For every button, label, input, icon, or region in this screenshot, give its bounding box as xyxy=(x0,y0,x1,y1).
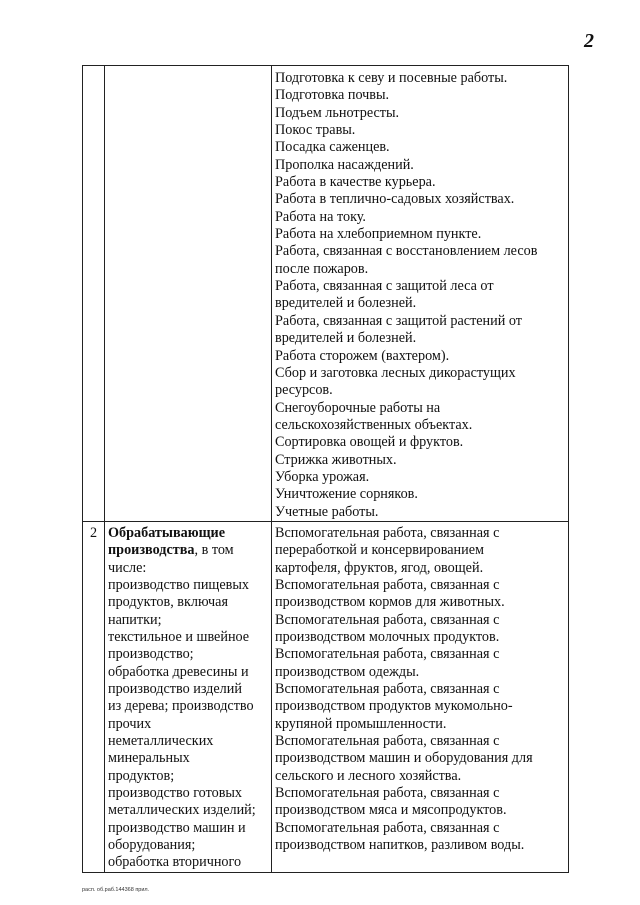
work-item xyxy=(275,105,565,122)
work-item-line: Вспомогательная работа, связанная с xyxy=(275,646,500,663)
work-item-line: Работа сторожем (вахтером). xyxy=(275,347,450,364)
work-item-line: Работа в теплично-садовых хозяйствах. xyxy=(275,191,515,208)
category-line: текстильное и швейное xyxy=(108,629,250,645)
category-title: производства xyxy=(108,542,195,559)
page-number: 2 xyxy=(584,30,594,52)
work-item xyxy=(275,681,565,733)
work-item xyxy=(275,313,565,348)
category-line: обработка вторичного xyxy=(108,854,242,871)
work-item-line: производством кормов для животных. xyxy=(275,594,505,611)
works-table xyxy=(82,65,569,873)
work-item xyxy=(275,348,565,365)
work-item-line: Сбор и заготовка лесных дикорастущих xyxy=(275,364,516,381)
work-item-line: Работа, связанная с восстановлением лесов xyxy=(275,243,538,260)
work-item-line: производством продуктов мукомольно- xyxy=(275,698,513,715)
work-item-line: Работа на хлебоприемном пункте. xyxy=(275,226,482,243)
row-number-cell xyxy=(83,66,105,522)
works-cell xyxy=(272,521,569,872)
work-item xyxy=(275,733,565,785)
category-line: оборудования; xyxy=(108,837,196,854)
work-item-line: производством напитков, разливом воды. xyxy=(275,837,525,854)
category-suffix: , в том xyxy=(194,542,234,559)
work-item xyxy=(275,191,565,208)
work-item-line: Вспомогательная работа, связанная с xyxy=(275,819,500,836)
category-line: обработка древесины и xyxy=(108,663,249,680)
category-line: продуктов; xyxy=(108,767,175,784)
work-item-line: Вспомогательная работа, связанная с xyxy=(275,524,500,541)
category-line: прочих xyxy=(108,715,152,732)
work-item-line: Посадка саженцев. xyxy=(275,139,390,156)
work-item xyxy=(275,157,565,174)
work-item xyxy=(275,87,565,104)
work-item-line: Подъем льнотресты. xyxy=(275,104,400,121)
work-item-line: переработкой и консервированием xyxy=(275,542,485,559)
category-line: неметаллических xyxy=(108,733,214,750)
category-line: числе: xyxy=(108,559,147,576)
category-title-line xyxy=(108,542,268,559)
work-item xyxy=(275,452,565,469)
works-cell xyxy=(272,66,569,522)
table-row xyxy=(83,66,569,522)
category-line: минеральных xyxy=(108,750,190,767)
work-item-line: Снегоуборочные работы на xyxy=(275,399,441,416)
work-item xyxy=(275,70,565,87)
work-item-line: Уборка урожая. xyxy=(275,468,370,485)
work-item xyxy=(275,278,565,313)
table-row xyxy=(83,521,569,872)
work-item xyxy=(275,785,565,820)
work-item-line: крупяной промышленности. xyxy=(275,715,447,732)
work-item-line: Работа, связанная с защитой растений от xyxy=(275,312,522,329)
work-item xyxy=(275,226,565,243)
work-item-line: Работа на току. xyxy=(275,208,366,225)
work-item xyxy=(275,612,565,647)
work-item-line: Прополка насаждений. xyxy=(275,156,414,173)
work-item-line: Вспомогательная работа, связанная с xyxy=(275,681,500,698)
work-item-line: Подготовка к севу и посевные работы. xyxy=(275,70,508,86)
work-item-line: вредителей и болезней. xyxy=(275,295,417,312)
work-item xyxy=(275,820,565,855)
work-item-line: вредителей и болезней. xyxy=(275,330,417,347)
work-item-line: Вспомогательная работа, связанная с xyxy=(275,785,500,802)
category-line: производство; xyxy=(108,646,194,663)
category-line: производство изделий xyxy=(108,681,242,698)
work-item-line: производством мяса и мясопродуктов. xyxy=(275,802,507,819)
category-line: производство машин и xyxy=(108,819,246,836)
work-item xyxy=(275,139,565,156)
work-item-line: Работа в качестве курьера. xyxy=(275,174,436,191)
work-item-line: Вспомогательная работа, связанная с xyxy=(275,733,500,750)
work-item-line: после пожаров. xyxy=(275,260,369,277)
work-item xyxy=(275,122,565,139)
work-item xyxy=(275,504,565,521)
work-item-line: сельскохозяйственных объектах. xyxy=(275,416,473,433)
work-item xyxy=(275,469,565,486)
work-item-line: производством молочных продуктов. xyxy=(275,629,500,645)
category-line: производство пищевых xyxy=(108,576,249,593)
category-line: металлических изделий; xyxy=(108,802,256,819)
category-cell xyxy=(105,521,272,872)
work-item-line: Уничтожение сорняков. xyxy=(275,486,418,503)
work-item-line: Учетные работы. xyxy=(275,503,379,520)
work-item-line: Сортировка овощей и фруктов. xyxy=(275,434,464,451)
work-item-line: Покос травы. xyxy=(275,122,356,139)
work-item-line: сельского и лесного хозяйства. xyxy=(275,767,462,784)
work-item xyxy=(275,209,565,226)
work-item xyxy=(275,365,565,400)
work-item xyxy=(275,486,565,503)
category-line: из дерева; производство xyxy=(108,698,254,715)
footer-note: расп. об.раб.144368 прил. xyxy=(82,887,150,893)
work-item xyxy=(275,434,565,451)
work-item xyxy=(275,646,565,681)
work-item-line: Вспомогательная работа, связанная с xyxy=(275,611,500,628)
work-item-line: Подготовка почвы. xyxy=(275,87,390,104)
work-item xyxy=(275,400,565,435)
work-item xyxy=(275,577,565,612)
category-cell xyxy=(105,66,272,522)
work-item-line: производством машин и оборудования для xyxy=(275,750,533,767)
work-item-line: Стрижка животных. xyxy=(275,451,397,468)
work-item xyxy=(275,243,565,278)
work-item-line: Вспомогательная работа, связанная с xyxy=(275,576,500,593)
work-item-line: производством одежды. xyxy=(275,663,420,680)
category-line: напитки; xyxy=(108,611,162,628)
category-title-line xyxy=(108,525,268,542)
work-item-line: ресурсов. xyxy=(275,382,333,399)
category-line: производство готовых xyxy=(108,785,243,802)
category-line: продуктов, включая xyxy=(108,594,228,611)
work-item-line: картофеля, фруктов, ягод, овощей. xyxy=(275,559,484,576)
work-item-line: Работа, связанная с защитой леса от xyxy=(275,278,494,295)
work-item xyxy=(275,525,565,577)
category-title: Обрабатывающие xyxy=(108,524,226,541)
work-item xyxy=(275,174,565,191)
row-number-cell: 2 xyxy=(83,521,105,872)
